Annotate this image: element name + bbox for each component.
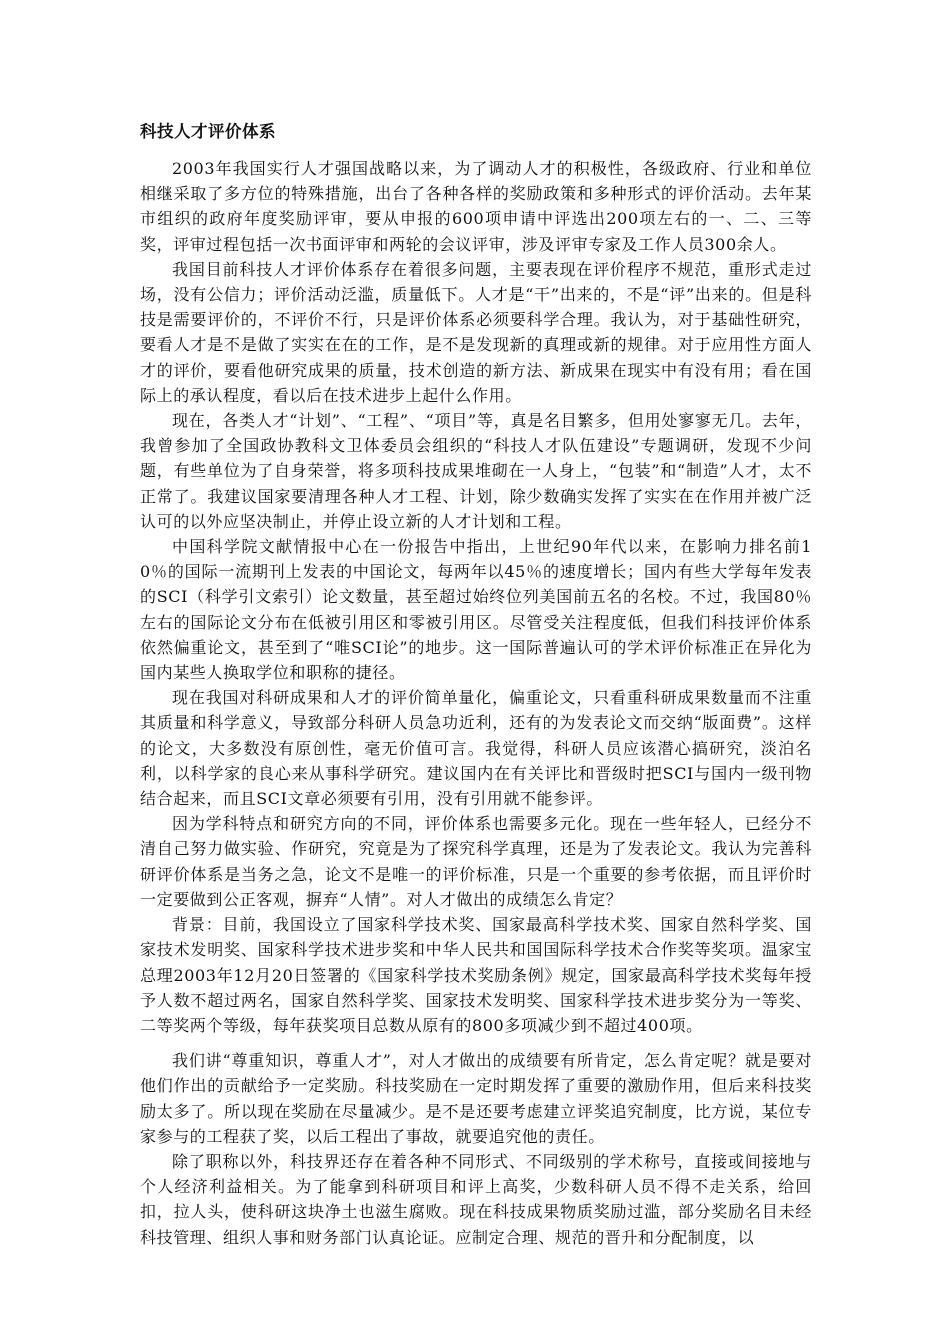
paragraph-background-awards: 背景：目前，我国设立了国家科学技术奖、国家最高科学技术奖、国家自然科学奖、国家技术发明奖、国家科学技术进步奖和中华人民共和国国际科学技术合作奖等奖项。温家宝总理2003年12月20日签署的《国家科学技术奖励条例》规定，国家最高科学技术奖每年授予人数不超过两名，国家自然科学奖、国家技术发明奖、国家科学技术进步奖分为一等奖、二等奖两个等级，每年获奖项目总数从原有的800多项减少到不超过400项。 [140,915,812,1035]
paragraph-diversified-evaluation: 因为学科特点和研究方向的不同，评价体系也需要多元化。现在一些年轻人，已经分不清自己努力做实验、作研究，究竟是为了探究科学真理，还是为了发表论文。我认为完善科研评价体系是当务之急，论文不是唯一的评价标准，只是一个重要的参考依据，而且评价时一定要做到公正客观，摒弃“人情”。对人才做出的成绩怎么肯定？ [140,814,812,909]
paragraph-talent-programs: 现在，各类人才“计划”、“工程”、“项目”等，真是名目繁多，但用处寥寥无几。去年，我曾参加了全国政协教科文卫体委员会组织的“科技人才队伍建设”专题调研，发现不少问题，有些单位为了自身荣誉，将多项科技成果堆砌在一人身上，“包装”和“制造”人才，太不正常了。我建议国家要清理各种人才工程、计划，除少数确实发挥了实实在在作用并被广泛认可的以外应坚决制止，并停止设立新的人才计划和工程。 [140,411,812,531]
paragraph-sci-papers: 中国科学院文献情报中心在一份报告中指出，上世纪90年代以来，在影响力排名前1 0％的国际一流期刊上发表的中国论文，每两年以45％的速度增长；国内有些大学每年发表的SCI（科学引文索引）论文数量，甚至超过始终位列美国前五名的名校。不过，我国80％左右的国际论文分布在低被引用区和零被引用区。尽管受关注程度低，但我们科技评价体系依然偏重论文，甚至到了“唯SCI论”的地步。这一国际普遍认可的学术评价标准正在异化为国内某些人换取学位和职称的捷径。 [140,537,812,683]
paragraph-respect-talent: 我们讲“尊重知识，尊重人才”，对人才做出的成绩要有所肯定，怎么肯定呢？就是要对他们作出的贡献给予一定奖励。科技奖励在一定时期发挥了重要的激励作用，但后来科技奖励太多了。所以现在奖励在尽量减少。是不是还要考虑建立评奖追究制度，比方说，某位专家参与的工程获了奖，以后工程出了事故，就要追究他的责任。 [140,1051,812,1146]
document-title: 科技人才评价体系 [140,122,276,141]
paragraph-talent-strategy: 2003年我国实行人才强国战略以来，为了调动人才的积极性，各级政府、行业和单位相继采取了多方位的特殊措施，出台了各种各样的奖励政策和多种形式的评价活动。去年某市组织的政府年度奖励评审，要从申报的600项申请中评选出200项左右的一、二、三等奖，评审过程包括一次书面评审和两轮的会议评审，涉及评审专家及工作人员300余人。 [140,159,812,254]
paragraph-academic-titles: 除了职称以外，科技界还存在着各种不同形式、不同级别的学术称号，直接或间接地与个人经济利益相关。为了能拿到科研项目和评上高奖，少数科研人员不得不走关系，给回扣，拉人头，使科研这块净土也滋生腐败。现在科技成果物质奖励过滥，部分奖励名目未经科技管理、组织人事和财务部门认真论证。应制定合理、规范的晋升和分配制度，以 [140,1151,812,1247]
paragraph-quantified-evaluation: 现在我国对科研成果和人才的评价简单量化，偏重论文，只看重科研成果数量而不注重其质量和科学意义，导致部分科研人员急功近利，还有的为发表论文而交纳“版面费”。这样的论文，大多数没有原创性，毫无价值可言。我觉得，科研人员应该潜心搞研究，淡泊名利，以科学家的良心来从事科学研究。建议国内在有关评比和晋级时把SCI与国内一级刊物结合起来，而且SCI文章必须要有引用，没有引用就不能参评。 [140,688,812,809]
paragraph-evaluation-problems: 我国目前科技人才评价体系存在着很多问题，主要表现在评价程序不规范，重形式走过场，没有公信力；评价活动泛滥，质量低下。人才是“干”出来的，不是“评”出来的。但是科技是需要评价的，不评价不行，只是评价体系必须要科学合理。我认为，对于基础性研究，要看人才是不是做了实实在在的工作，是不是发现新的真理或新的规律。对于应用性方面人才的评价，要看他研究成果的质量，技术创造的新方法、新成果在现实中有没有用；看在国际上的承认程度，看以后在技术进步上起什么作用。 [140,259,812,405]
document-page [140,118,812,1250]
